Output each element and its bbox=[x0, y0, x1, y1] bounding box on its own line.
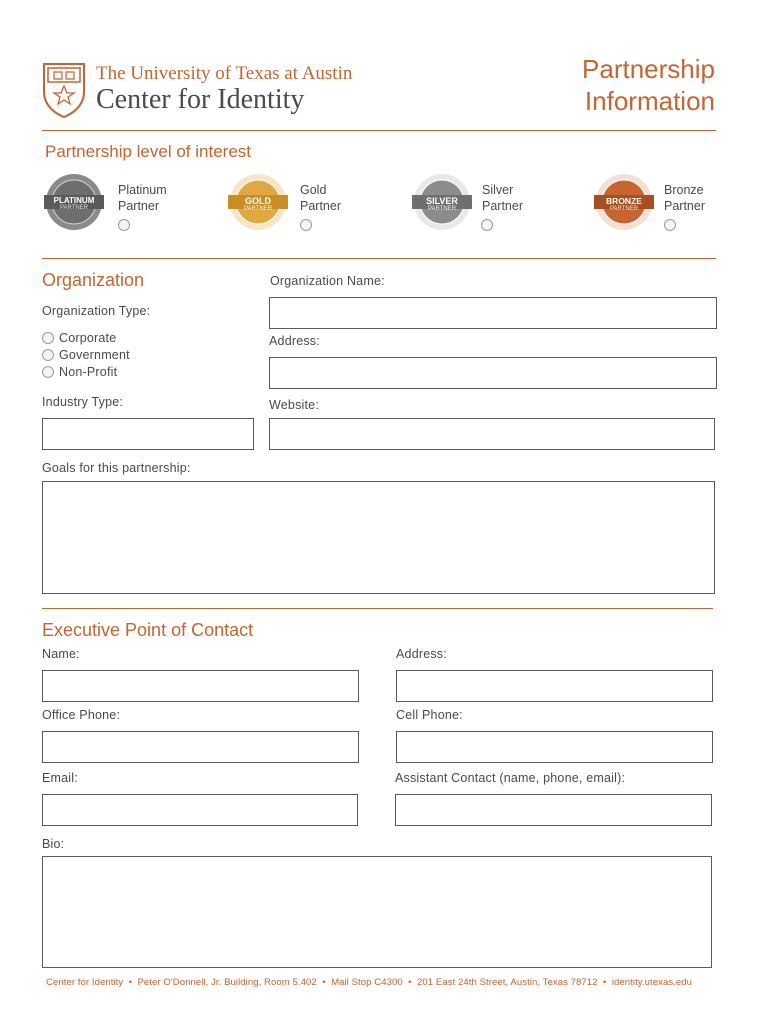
platinum-badge-bottom: PARTNER bbox=[59, 205, 89, 211]
email-label: Email: bbox=[42, 771, 78, 785]
name-label: Name: bbox=[42, 647, 80, 661]
platinum-badge-top: PLATINUM bbox=[53, 196, 95, 205]
org-address-field[interactable] bbox=[269, 357, 717, 389]
website-field[interactable] bbox=[269, 418, 715, 450]
header-divider bbox=[42, 130, 716, 131]
corporate-radio[interactable] bbox=[42, 332, 54, 344]
silver-badge-icon bbox=[412, 172, 472, 232]
email-field[interactable] bbox=[42, 794, 358, 826]
page-title-line2: Information bbox=[584, 86, 715, 116]
page-title-line1: Partnership bbox=[582, 54, 715, 84]
platinum-radio[interactable] bbox=[118, 219, 130, 231]
partnership-level-heading: Partnership level of interest bbox=[45, 142, 251, 161]
org-address-label: Address: bbox=[269, 334, 320, 348]
university-name: The University of Texas at Austin bbox=[96, 63, 353, 84]
gold-badge-bottom: PARTNER bbox=[243, 206, 273, 212]
ut-shield-logo bbox=[42, 62, 86, 118]
assistant-contact-field[interactable] bbox=[395, 794, 712, 826]
org-name-field[interactable] bbox=[269, 297, 717, 329]
nonprofit-radio[interactable] bbox=[42, 366, 54, 378]
industry-type-field[interactable] bbox=[42, 418, 254, 450]
industry-type-label: Industry Type: bbox=[42, 395, 124, 409]
bronze-badge-bottom: PARTNER bbox=[609, 206, 639, 212]
org-name-label: Organization Name: bbox=[270, 274, 385, 288]
levels-divider bbox=[42, 258, 716, 259]
bronze-radio[interactable] bbox=[664, 219, 676, 231]
name-field[interactable] bbox=[42, 670, 359, 702]
website-label: Website: bbox=[269, 398, 320, 412]
gold-label-1: Gold bbox=[300, 183, 327, 197]
gold-badge-icon bbox=[228, 172, 288, 232]
organization-divider bbox=[42, 608, 713, 609]
platinum-label-2: Partner bbox=[118, 199, 159, 213]
center-name: Center for Identity bbox=[96, 84, 305, 115]
gold-badge-top: GOLD bbox=[245, 196, 271, 206]
bio-label: Bio: bbox=[42, 837, 65, 851]
bronze-label-1: Bronze bbox=[664, 183, 704, 197]
silver-label-1: Silver bbox=[482, 183, 514, 197]
footer-text: Center for Identity • Peter O'Donnell, Jr. Building, Room 5.402 • Mail Stop C4300 • 201 East 24th Street, Austin, Texas 78712 • identity.utexas.edu bbox=[46, 977, 693, 988]
gold-label-2: Partner bbox=[300, 199, 341, 213]
goals-field[interactable] bbox=[42, 481, 715, 594]
contact-address-label: Address: bbox=[396, 647, 447, 661]
government-radio[interactable] bbox=[42, 349, 54, 361]
contact-heading: Executive Point of Contact bbox=[42, 620, 254, 640]
org-type-label: Organization Type: bbox=[42, 304, 151, 318]
gold-radio[interactable] bbox=[300, 219, 312, 231]
silver-badge-top: SILVER bbox=[426, 196, 458, 206]
silver-label-2: Partner bbox=[482, 199, 523, 213]
office-phone-label: Office Phone: bbox=[42, 708, 121, 722]
silver-radio[interactable] bbox=[481, 219, 493, 231]
assistant-contact-label: Assistant Contact (name, phone, email): bbox=[395, 771, 626, 785]
bronze-badge-icon bbox=[594, 172, 654, 232]
nonprofit-label: Non-Profit bbox=[59, 365, 118, 379]
bio-field[interactable] bbox=[42, 856, 712, 968]
corporate-label: Corporate bbox=[59, 331, 117, 345]
bronze-label-2: Partner bbox=[664, 199, 705, 213]
goals-label: Goals for this partnership: bbox=[42, 461, 191, 475]
cell-phone-field[interactable] bbox=[396, 731, 713, 763]
platinum-label-1: Platinum bbox=[118, 183, 167, 197]
office-phone-field[interactable] bbox=[42, 731, 359, 763]
cell-phone-label: Cell Phone: bbox=[396, 708, 463, 722]
bronze-badge-top: BRONZE bbox=[606, 196, 642, 206]
platinum-badge-icon bbox=[44, 172, 104, 232]
organization-heading: Organization bbox=[42, 270, 145, 290]
contact-address-field[interactable] bbox=[396, 670, 713, 702]
silver-badge-bottom: PARTNER bbox=[427, 206, 457, 212]
government-label: Government bbox=[59, 348, 130, 362]
